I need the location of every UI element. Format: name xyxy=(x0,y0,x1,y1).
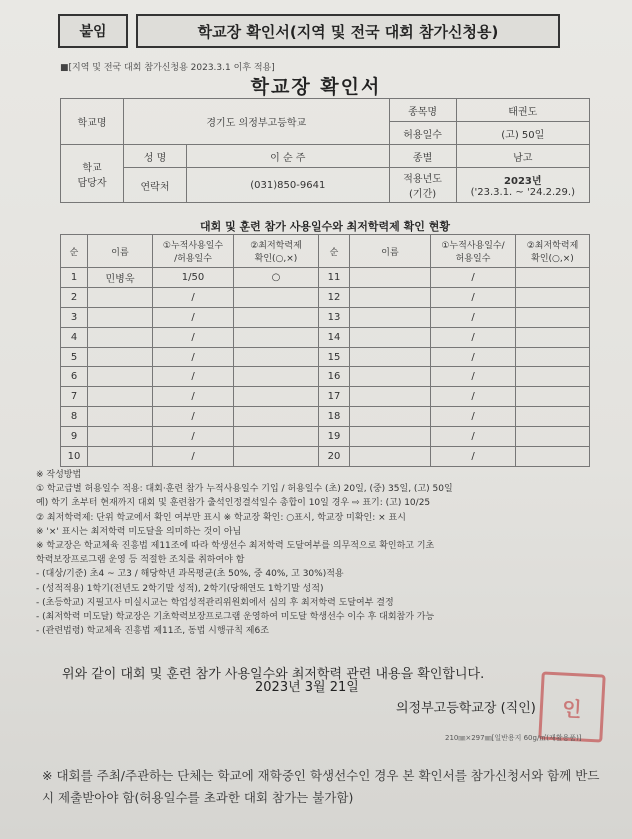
table-cell xyxy=(350,327,431,347)
header-title: 학교장 확인서(지역 및 전국 대회 참가신청용) xyxy=(136,14,560,48)
instruction-line: ※ 작성방법 xyxy=(36,470,82,480)
table-row xyxy=(61,347,590,367)
contact-label: 연락처 xyxy=(124,168,187,203)
table-cell xyxy=(234,327,319,347)
table-cell xyxy=(234,347,319,367)
table-row xyxy=(61,307,590,327)
table-cell: / xyxy=(431,387,516,407)
attachment-tag: 붙임 xyxy=(58,14,128,48)
table-cell xyxy=(234,447,319,467)
gender-value: 남고 xyxy=(456,145,589,168)
table-cell: 1 xyxy=(61,268,88,288)
table-row xyxy=(61,327,590,347)
table-cell: 8 xyxy=(61,407,88,427)
table-cell: 9 xyxy=(61,427,88,447)
table-cell xyxy=(234,287,319,307)
table-cell xyxy=(516,287,590,307)
table-cell xyxy=(516,268,590,288)
allowed-days-value: (고) 50일 xyxy=(456,122,589,145)
table-cell: / xyxy=(431,447,516,467)
instruction-line: - (대상/기준) 초4 ~ 고3 / 해당학년 과목평균(초 50%, 중 40%, 고 30%)적용 xyxy=(36,569,344,580)
table-cell: / xyxy=(431,327,516,347)
instruction-line: - (초등학교) 지필고사 미실시교는 학업성적관리위원회에서 심의 후 최저학력 도달여부 결정 xyxy=(36,597,394,608)
instruction-line: ① 학교급별 허용일수 적용: 대회·훈련 참가 누적사용일수 기입 / 허용일수 (초) 20일, (중) 35일, (고) 50일 xyxy=(36,484,453,495)
table-row xyxy=(61,407,590,427)
school-value: 경기도 의정부고등학교 xyxy=(124,99,390,145)
table-row xyxy=(61,387,590,407)
table-cell xyxy=(350,367,431,387)
table-cell: 2 xyxy=(61,287,88,307)
table-cell xyxy=(234,427,319,447)
table-cell xyxy=(234,407,319,427)
table-cell xyxy=(234,387,319,407)
info-table xyxy=(60,98,590,203)
table-cell xyxy=(516,407,590,427)
year-cell xyxy=(456,168,589,203)
table-row xyxy=(61,268,590,288)
table-cell xyxy=(350,307,431,327)
table-cell: 7 xyxy=(61,387,88,407)
table-cell: 3 xyxy=(61,307,88,327)
table-cell xyxy=(350,268,431,288)
records-header-row xyxy=(61,235,590,268)
table-cell xyxy=(88,347,153,367)
table-cell: / xyxy=(153,447,234,467)
table-cell: 1/50 xyxy=(153,268,234,288)
table-row xyxy=(61,287,590,307)
table-cell: / xyxy=(431,307,516,327)
official-seal xyxy=(538,671,605,742)
header-cell: 순 xyxy=(61,235,88,268)
table-cell xyxy=(516,367,590,387)
table-cell: / xyxy=(431,268,516,288)
header-cell: ②최저학력제 확인(○,×) xyxy=(516,235,590,268)
table-cell: 5 xyxy=(61,347,88,367)
table-cell: 14 xyxy=(319,327,350,347)
allowed-days-label: 허용일수 xyxy=(389,122,456,145)
table-cell xyxy=(88,287,153,307)
table-cell xyxy=(516,347,590,367)
table-cell xyxy=(88,307,153,327)
table-cell: 10 xyxy=(61,447,88,467)
table-cell: 13 xyxy=(319,307,350,327)
table-cell: / xyxy=(431,427,516,447)
table-cell xyxy=(350,447,431,467)
table-cell xyxy=(88,327,153,347)
table-cell xyxy=(350,387,431,407)
table-cell: 15 xyxy=(319,347,350,367)
sport-value: 태권도 xyxy=(456,99,589,122)
applicability-note: ■[지역 및 전국 대회 참가신청용 2023.3.1 이후 적용] xyxy=(60,63,275,73)
header-cell: 순 xyxy=(319,235,350,268)
table-cell xyxy=(234,307,319,327)
instruction-line: ※ '×' 표시는 최저학력 미도달을 의미하는 것이 아님 xyxy=(36,526,242,537)
instruction-line: - (성적적용) 1학기(전년도 2학기말 성적), 2학기(당해연도 1학기말 성적) xyxy=(36,583,324,594)
table-cell: 19 xyxy=(319,427,350,447)
document-header xyxy=(58,14,560,48)
table-cell: 4 xyxy=(61,327,88,347)
table-cell: / xyxy=(153,287,234,307)
period-value: ('23.3.1. ~ '24.2.29.) xyxy=(470,187,575,198)
header-cell: 이름 xyxy=(88,235,153,268)
header-cell: ①누적사용일수 /허용일수 xyxy=(153,235,234,268)
table-cell: / xyxy=(153,327,234,347)
table-cell: 6 xyxy=(61,367,88,387)
paper-spec: 210㎜×297㎜[일반용지 60g/㎡(재활용품)] xyxy=(445,734,582,742)
instruction-line: - (관련법령) 학교체육 진흥법 제11조, 동법 시행규칙 제6조 xyxy=(36,626,269,637)
name-value: 이 순 주 xyxy=(187,145,390,168)
footer-notice: ※ 대회를 주최/주관하는 단체는 학교에 재학중인 학생선수인 경우 본 확인서를 참가신청서와 함께 반드시 제출받아야 함(허용일수를 초과한 대회 참가는 불가함) xyxy=(42,768,600,805)
confirmation-date: 2023년 3월 21일 xyxy=(255,680,359,695)
table-cell: / xyxy=(431,287,516,307)
table-cell xyxy=(516,387,590,407)
table-cell: / xyxy=(153,387,234,407)
table-cell: / xyxy=(153,427,234,447)
table-row xyxy=(61,447,590,467)
principal-signature: 의정부고등학교장 (직인) xyxy=(396,701,536,716)
table-cell: 18 xyxy=(319,407,350,427)
table-cell xyxy=(350,427,431,447)
instruction-line: ※ 학교장은 학교체육 진흥법 제11조에 따라 학생선수 최저학력 도달여부를 의무적으로 확인하고 기초 xyxy=(36,541,435,552)
records-table xyxy=(60,234,590,467)
table-cell xyxy=(88,447,153,467)
contact-value: (031)850-9641 xyxy=(187,168,390,203)
instruction-line: 예) 학기 초부터 현재까지 대회 및 훈련참가 출석인정결석일수 총합이 10일 경우 ⇨ 표기: (고) 10/25 xyxy=(36,498,431,509)
table-cell xyxy=(234,367,319,387)
table-cell xyxy=(516,447,590,467)
table-cell xyxy=(350,407,431,427)
instruction-line: - (최저학력 미도달) 학교장은 기초학력보장프로그램 운영하여 미도달 학생선수 이수 후 대회참가 가능 xyxy=(36,612,435,623)
table-cell: / xyxy=(153,407,234,427)
table-cell: / xyxy=(153,367,234,387)
table-cell xyxy=(516,327,590,347)
seal-text: 인 xyxy=(561,696,583,721)
table-cell xyxy=(88,367,153,387)
header-cell: ①누적사용일수/ 허용일수 xyxy=(431,235,516,268)
table-cell xyxy=(88,387,153,407)
table-row xyxy=(61,427,590,447)
confirmation-statement: 위와 같이 대회 및 훈련 참가 사용일수와 최저학력 관련 내용을 확인합니다. xyxy=(62,667,485,682)
writing-instructions xyxy=(36,468,606,638)
gender-label: 종별 xyxy=(389,145,456,168)
table-cell xyxy=(88,427,153,447)
page-title: 학교장 확인서 xyxy=(250,76,382,98)
table-cell xyxy=(88,407,153,427)
name-label: 성 명 xyxy=(124,145,187,168)
table-cell: / xyxy=(431,347,516,367)
header-cell: 이름 xyxy=(350,235,431,268)
table-cell: 20 xyxy=(319,447,350,467)
instruction-line: ② 최저학력제: 단위 학교에서 확인 여부만 표시 ※ 학교장 확인: ○표시, 학교장 미확인: × 표시 xyxy=(36,512,406,523)
table-cell xyxy=(350,347,431,367)
table-cell xyxy=(516,427,590,447)
sport-label: 종목명 xyxy=(389,99,456,122)
table-cell: 민병욱 xyxy=(88,268,153,288)
person-in-charge-label: 학교 담당자 xyxy=(61,145,124,203)
table-cell: 11 xyxy=(319,268,350,288)
table-cell: 12 xyxy=(319,287,350,307)
table-cell: / xyxy=(431,367,516,387)
table-cell: / xyxy=(431,407,516,427)
table-cell xyxy=(516,307,590,327)
table-cell: ○ xyxy=(234,268,319,288)
header-cell: ②최저학력제 확인(○,×) xyxy=(234,235,319,268)
table-cell xyxy=(350,287,431,307)
year-label: 적용년도 (기간) xyxy=(389,168,456,203)
table-cell: 17 xyxy=(319,387,350,407)
table-row xyxy=(61,367,590,387)
year-value: 2023년 xyxy=(504,176,542,187)
records-title: 대회 및 훈련 참가 사용일수와 최저학력제 확인 현황 xyxy=(200,220,450,233)
school-label: 학교명 xyxy=(61,99,124,145)
table-cell: 16 xyxy=(319,367,350,387)
instruction-line: 학력보장프로그램 운영 등 적절한 조치를 취하여야 함 xyxy=(36,555,245,566)
table-cell: / xyxy=(153,307,234,327)
table-cell: / xyxy=(153,347,234,367)
